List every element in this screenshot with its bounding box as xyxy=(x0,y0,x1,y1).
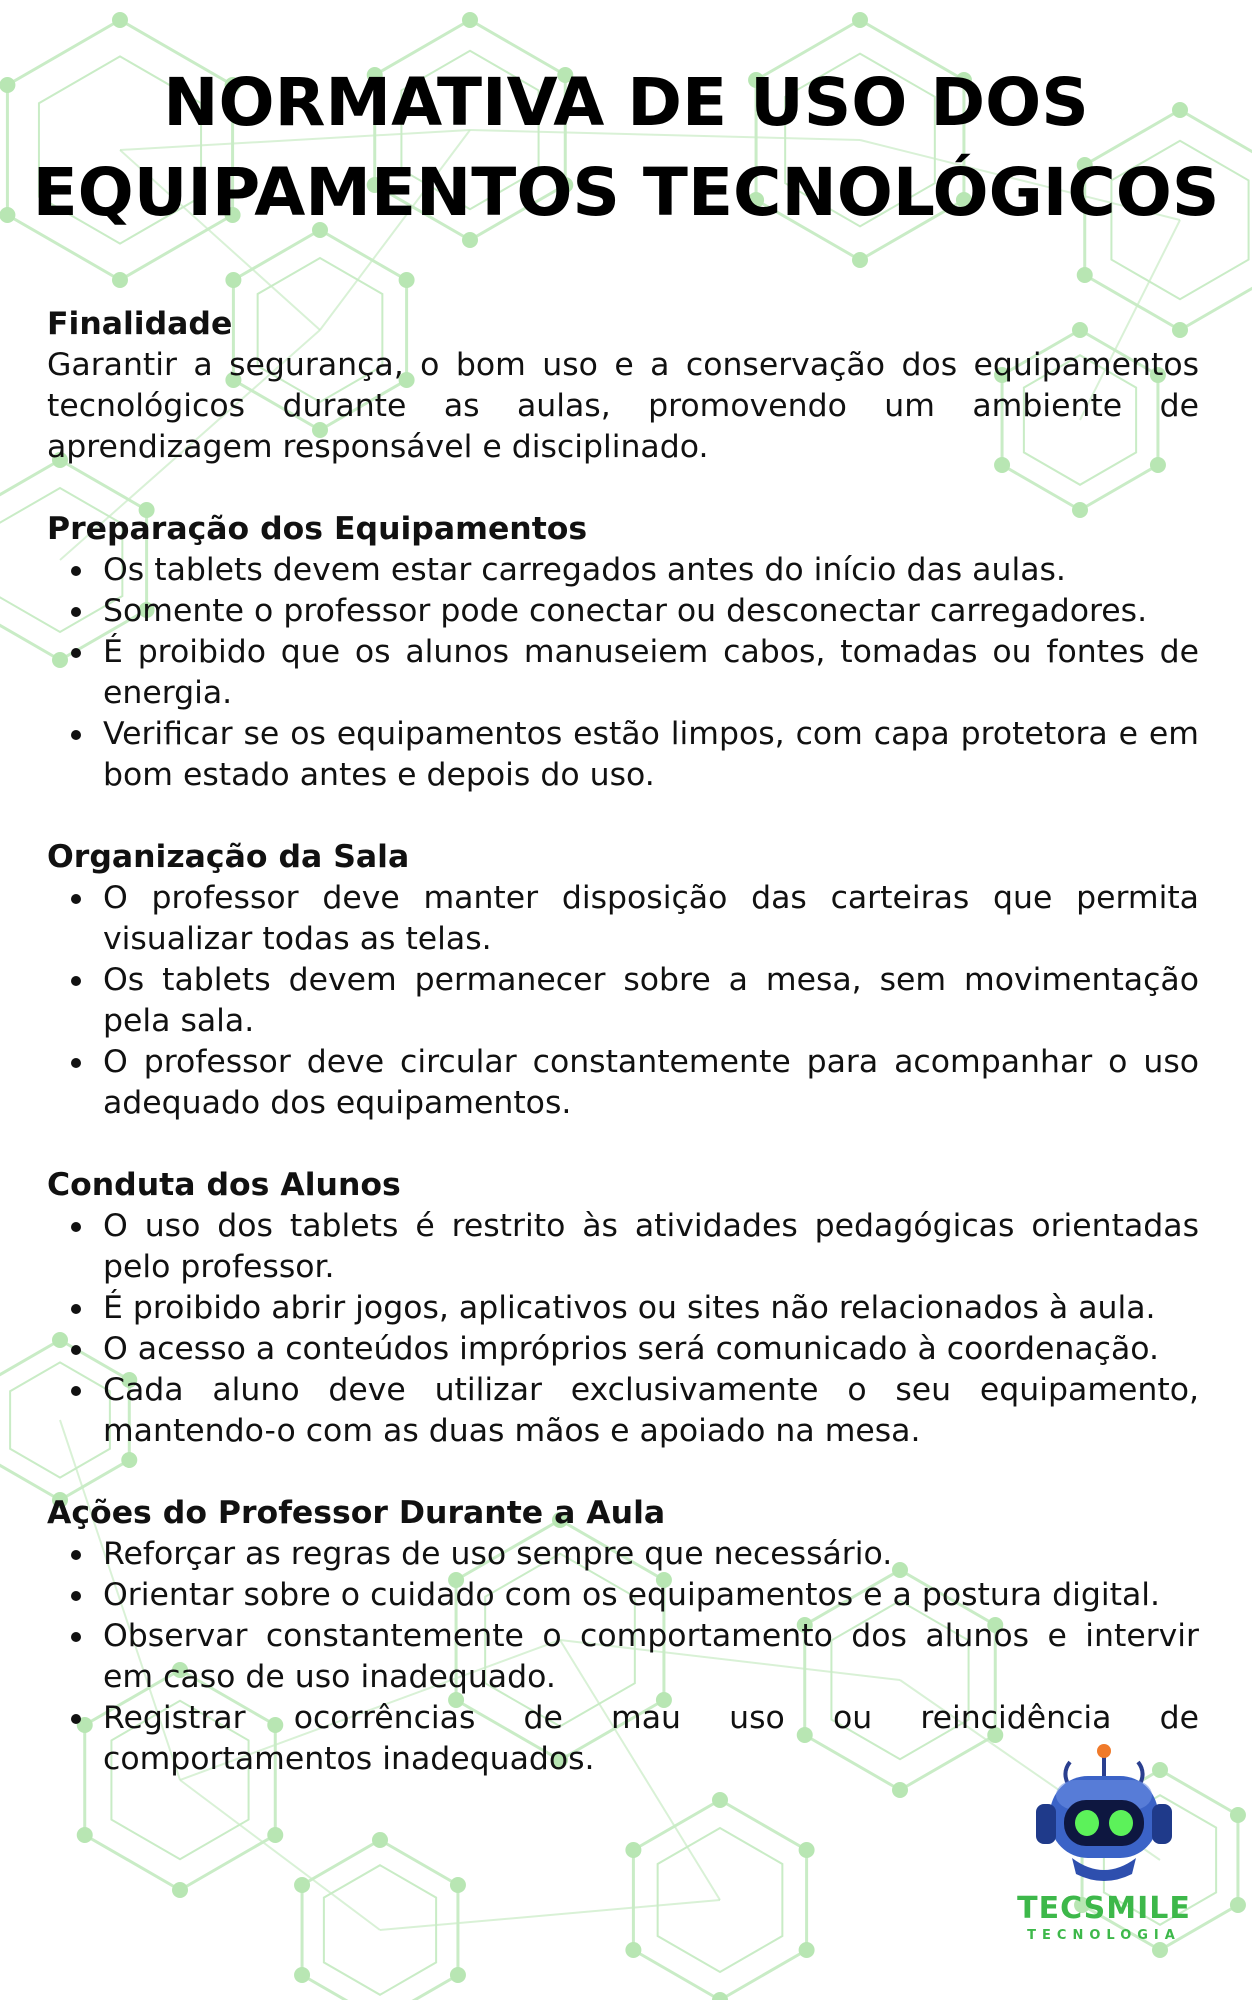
section-heading: Preparação dos Equipamentos xyxy=(47,511,588,547)
list-item xyxy=(47,1370,1199,1452)
list-item-text: Somente o professor pode conectar ou desconectar carregadores. xyxy=(103,593,1148,629)
list-item xyxy=(47,1288,1199,1329)
bullet-icon xyxy=(71,1632,81,1642)
section-conduta xyxy=(47,1165,1199,1452)
list-item-text: Reforçar as regras de uso sempre que necessário. xyxy=(103,1536,893,1572)
list-item-text: Os tablets devem permanecer sobre a mesa, sem movimentação pela sala. xyxy=(103,962,1199,1039)
page-title xyxy=(30,58,1222,238)
bullet-icon xyxy=(71,1591,81,1601)
list-item xyxy=(47,1042,1199,1124)
bullet-icon xyxy=(71,648,81,658)
list-item-text: O professor deve circular constantemente para acompanhar o uso adequado dos equipamentos. xyxy=(103,1044,1199,1121)
list-item-text: Registrar ocorrências de mau uso ou reincidência de comportamentos inadequados. xyxy=(103,1700,1199,1777)
bullet-icon xyxy=(71,894,81,904)
document-body xyxy=(47,304,1199,1821)
list-item-text: Cada aluno deve utilizar exclusivamente o seu equipamento, mantendo-o com as duas mãos e apoiado na mesa. xyxy=(103,1372,1199,1449)
bullet-icon xyxy=(71,730,81,740)
section-heading: Finalidade xyxy=(47,306,233,342)
list-item-text: O professor deve manter disposição das carteiras que permita visualizar todas as telas. xyxy=(103,880,1199,957)
list-item xyxy=(47,878,1199,960)
bullet-icon xyxy=(71,1714,81,1724)
tecsmile-logo xyxy=(998,1742,1210,1942)
bullet-icon xyxy=(71,1386,81,1396)
bullet-icon xyxy=(71,1222,81,1232)
list-item-text: Orientar sobre o cuidado com os equipamentos e a postura digital. xyxy=(103,1577,1161,1613)
bullet-list xyxy=(47,878,1199,1124)
bullet-list xyxy=(47,550,1199,796)
bullet-icon xyxy=(71,1345,81,1355)
section-heading: Conduta dos Alunos xyxy=(47,1167,401,1203)
list-item xyxy=(47,1329,1199,1370)
bullet-icon xyxy=(71,1550,81,1560)
bullet-icon xyxy=(71,607,81,617)
list-item-text: Os tablets devem estar carregados antes do início das aulas. xyxy=(103,552,1066,588)
bullet-icon xyxy=(71,1304,81,1314)
list-item-text: Verificar se os equipamentos estão limpos, com capa protetora e em bom estado antes e depois do uso. xyxy=(103,716,1199,793)
title-line-1: NORMATIVA DE USO DOS xyxy=(163,64,1089,141)
list-item xyxy=(47,1534,1199,1575)
section-organizacao xyxy=(47,837,1199,1124)
logo-subtitle: TECNOLOGIA xyxy=(1027,1928,1181,1943)
list-item xyxy=(47,550,1199,591)
section-acoes-professor xyxy=(47,1493,1199,1780)
section-heading: Ações do Professor Durante a Aula xyxy=(47,1495,666,1531)
section-preparacao xyxy=(47,509,1199,796)
robot-icon xyxy=(998,1742,1210,1892)
list-item xyxy=(47,1575,1199,1616)
section-finalidade xyxy=(47,304,1199,468)
list-item xyxy=(47,714,1199,796)
list-item-text: É proibido abrir jogos, aplicativos ou sites não relacionados à aula. xyxy=(103,1290,1156,1326)
section-heading: Organização da Sala xyxy=(47,839,410,875)
bullet-icon xyxy=(71,1058,81,1068)
list-item-text: O uso dos tablets é restrito às atividades pedagógicas orientadas pelo professor. xyxy=(103,1208,1199,1285)
list-item xyxy=(47,960,1199,1042)
section-paragraph: Garantir a segurança, o bom uso e a conservação dos equipamentos tecnológicos durante as aulas, promovendo um ambiente de aprendizagem responsável e disciplinado. xyxy=(47,347,1199,465)
list-item xyxy=(47,591,1199,632)
list-item-text: O acesso a conteúdos impróprios será comunicado à coordenação. xyxy=(103,1331,1160,1367)
logo-name: TECSMILE xyxy=(1017,1891,1191,1926)
list-item-text: Observar constantemente o comportamento dos alunos e intervir em caso de uso inadequado. xyxy=(103,1618,1199,1695)
title-line-2: EQUIPAMENTOS TECNOLÓGICOS xyxy=(32,154,1220,231)
list-item-text: É proibido que os alunos manuseiem cabos, tomadas ou fontes de energia. xyxy=(103,634,1199,711)
bullet-list xyxy=(47,1206,1199,1452)
bullet-icon xyxy=(71,976,81,986)
bullet-icon xyxy=(71,566,81,576)
list-item xyxy=(47,1206,1199,1288)
list-item xyxy=(47,632,1199,714)
list-item xyxy=(47,1616,1199,1698)
